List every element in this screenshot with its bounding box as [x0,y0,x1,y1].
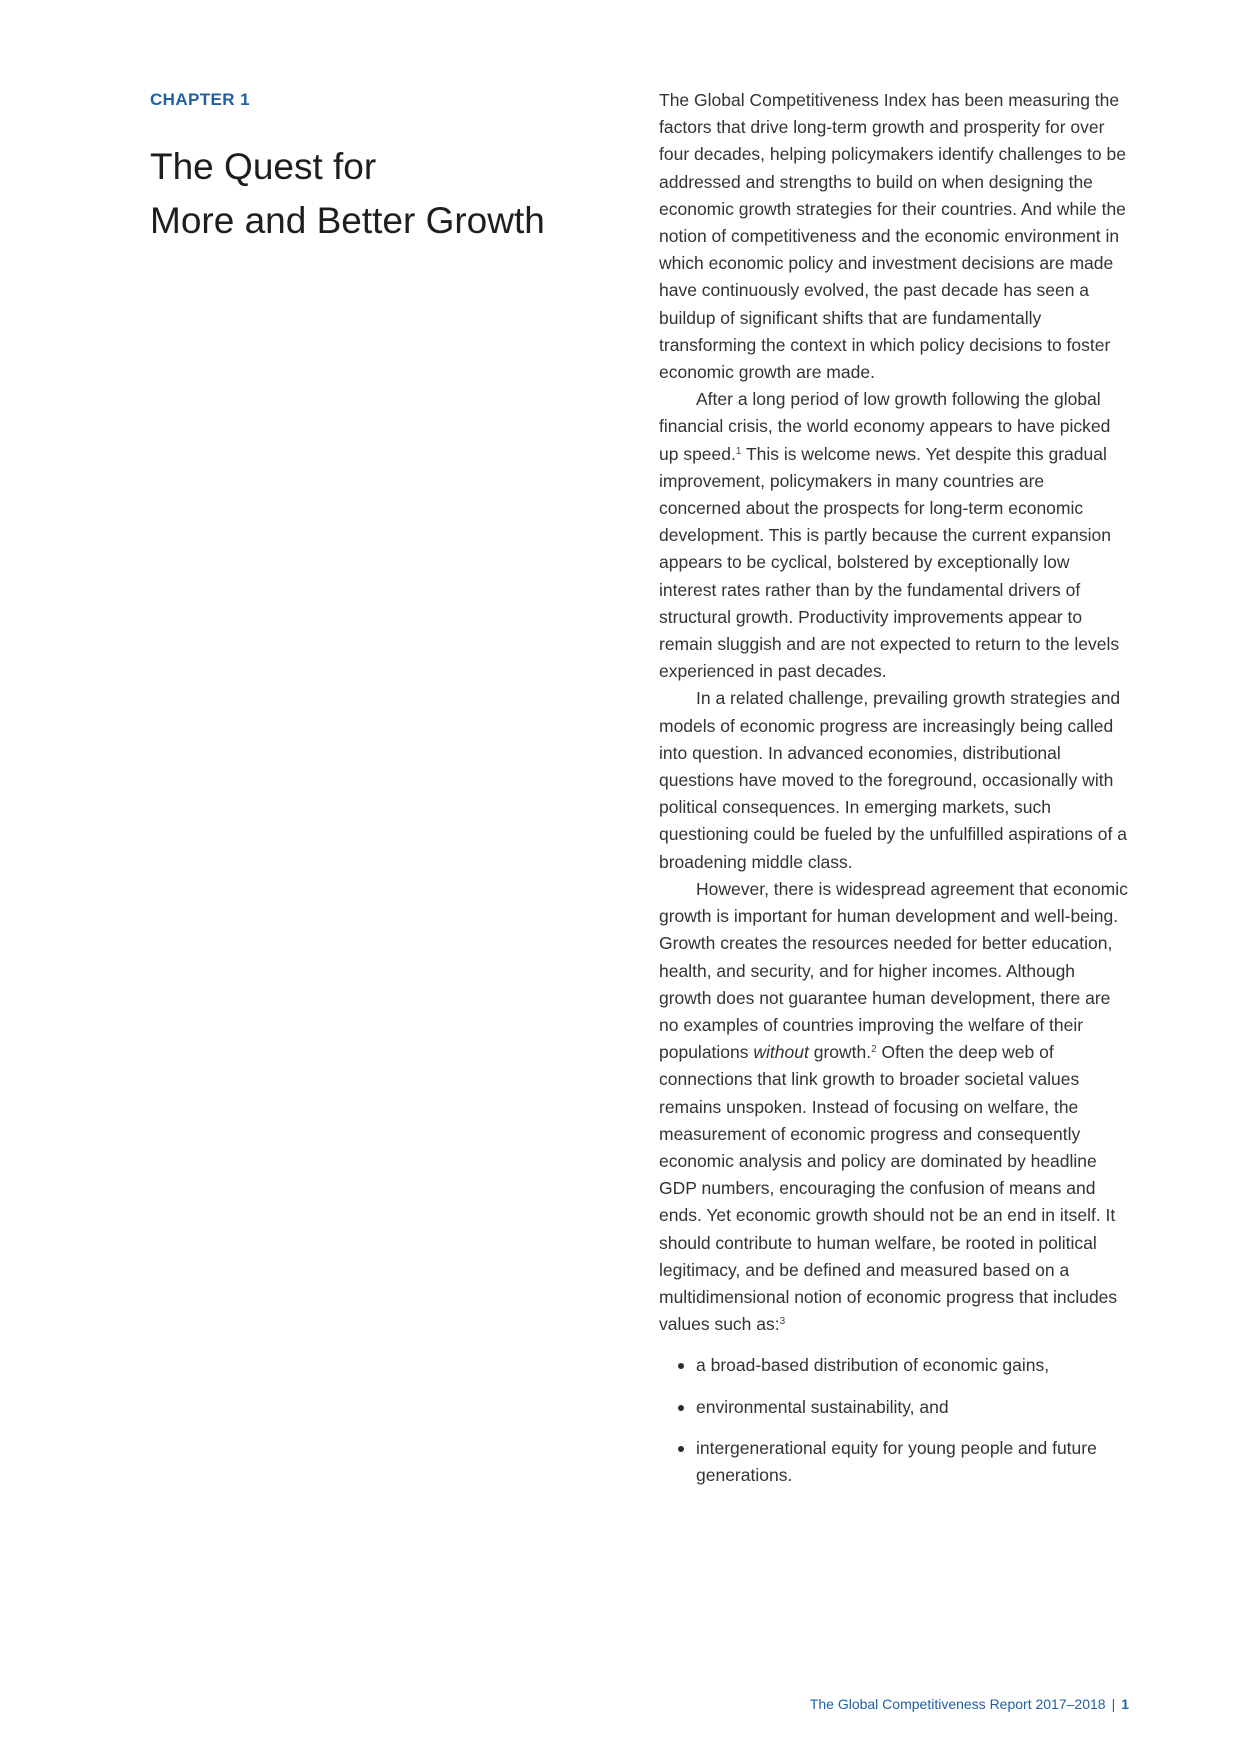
paragraph-4-emphasis: without [753,1042,809,1063]
chapter-title-line-2: More and Better Growth [150,200,545,241]
page-footer [810,1696,1129,1712]
bullet-icon [678,1405,684,1411]
paragraph-2-text-b: This is welcome news. Yet despite this gradual improvement, policymakers in many countries are concerned about the prospects for long-term economic development. This is partly because the current expansion appears to be cyclical, bolstered by exceptionally low interest rates rather than by the fundamental drivers of structural growth. Productivity improvements appear to remain sluggish and are not expected to return to the levels experienced in past decades. [659,443,1120,682]
paragraph-3: In a related challenge, prevailing growth strategies and models of economic progress are increasingly being called into question. In advanced economies, distributional questions have moved to the foreground, occasionally with political consequences. In emerging markets, such questioning could be fueled by the unfulfilled aspirations of a broadening middle class. [659,688,1127,872]
bullet-icon [678,1446,684,1452]
chapter-label: CHAPTER 1 [150,90,250,109]
footer-report-title: The Global Competitiveness Report 2017–2018 [809,1696,1106,1712]
chapter-header [150,88,610,248]
bullet-icon [678,1363,684,1369]
list-item [659,1394,1129,1421]
list-item-text: environmental sustainability, and [696,1396,949,1417]
list-item [659,1352,1129,1379]
paragraph-2-text-a: After a long period of low growth following the global financial crisis, the world economy appears to have picked up speed. [659,389,1111,464]
page-number: 1 [1121,1696,1129,1712]
footnote-ref-1: 1 [735,445,742,457]
paragraph-4 [659,876,1129,1338]
chapter-title-line-1: The Quest for [150,146,377,187]
values-list [659,1352,1129,1489]
footnote-ref-2: 2 [871,1044,877,1056]
list-item-text: a broad-based distribution of economic gains, [696,1355,1050,1376]
footnote-ref-3: 3 [779,1316,786,1328]
paragraph-4-text-b: growth. [808,1042,872,1063]
list-item [659,1435,1129,1489]
body-text [659,87,1129,1503]
paragraph-1: The Global Competitiveness Index has been measuring the factors that drive long-term growth and prosperity for over four decades, helping policymakers identify challenges to be addressed and strengths to build on when designing the economic growth strategies for their countries. And while the notion of competitiveness and the economic environment in which economic policy and investment decisions are made have continuously evolved, the past decade has seen a buildup of significant shifts that are fundamentally transforming the context in which policy decisions to foster economic growth are made. [659,90,1126,383]
paragraph-4-text-c: Often the deep web of connections that link growth to broader societal values remains unspoken. Instead of focusing on welfare, the measurement of economic progress and consequently economic analysis and policy are dominated by headline GDP numbers, encouraging the confusion of means and ends. Yet economic growth should not be an end in itself. It should contribute to human welfare, be rooted in political legitimacy, and be defined and measured based on a multidimensional notion of economic progress that includes values such as: [659,1042,1118,1335]
paragraph-4-text-a: However, there is widespread agreement that economic growth is important for human development and well-being. Growth creates the resources needed for better education, health, and security, and for higher incomes. Although growth does not guarantee human development, there are no examples of countries improving the welfare of their populations [659,878,1128,1063]
list-item-text: intergenerational equity for young people and future generations. [696,1437,1097,1485]
chapter-title [150,140,610,248]
paragraph-2 [659,386,1129,685]
footer-separator: | [1111,1696,1116,1712]
